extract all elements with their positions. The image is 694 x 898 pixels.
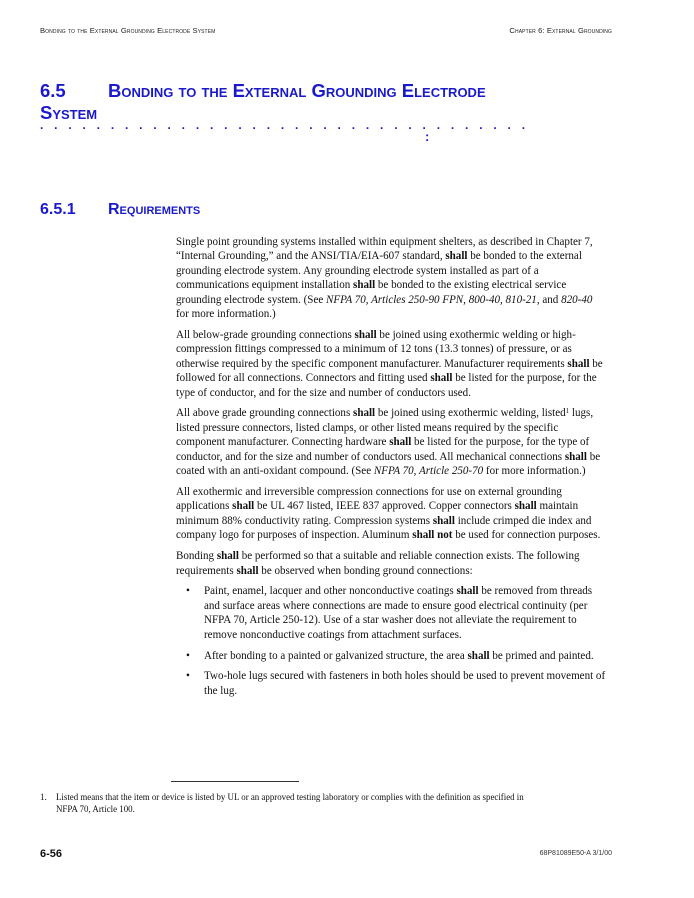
footnote-line1: Listed means that the item or device is listed by UL or an approved testing laboratory or complies with the definition as specified in — [56, 792, 524, 802]
footnote-divider — [171, 781, 299, 782]
document-id: 68P81089E50-A 3/1/00 — [539, 850, 612, 857]
running-header-chapter: Chapter 6: External Grounding — [509, 26, 612, 35]
leader-dots: . . . . . . . . . . . . . . . . . . . . . . . . . . . . . . . . . . . — [40, 118, 529, 132]
list-item: • Two-hole lugs secured with fasteners in both holes should be used to prevent movement of the lug. — [186, 670, 606, 697]
paragraph-5: Bonding shall be performed so that a suitable and reliable connection exists. The following requirements shall be observed when bonding ground connections: — [176, 550, 580, 577]
paragraph-3: All above grade grounding connections shall be joined using exothermic welding, listed$^1$ lugs, listed pressure connectors, listed clamps, or other listed means required by the specific component manufacturer. Connecting hardware shall be listed for the purpose, for the type of conductor, and for the size and number of conductors used. All mechanical connections shall be coated with an anti-oxidant compound. (See NFPA 70, Article 250-70 for more information.) — [176, 407, 601, 478]
requirements-list — [176, 584, 608, 698]
footnote-number: 1. — [40, 792, 47, 802]
page-number: 6-56 — [40, 848, 63, 860]
body-text — [176, 235, 608, 705]
leader-end: : — [425, 129, 430, 144]
subsection-heading — [40, 201, 200, 219]
bullet-icon: • — [186, 585, 190, 598]
footnote — [40, 791, 610, 815]
paragraph-1: Single point grounding systems installed within equipment shelters, as described in Chapter 7, “Internal Grounding,” and the ANSI/TIA/EIA-607 standard, shall be bonded to the external grounding electrode system. Any grounding electrode system installed as part of a communications equipment installation shall be bonded to the existing electrical service grounding electrode system. (See NFPA 70, Articles 250-90 FPN, 800-40, 810-21, and 820-40 for more information.) — [176, 236, 593, 321]
paragraph-4: All exothermic and irreversible compression connections for use on external grounding applications shall be UL 467 listed, IEEE 837 approved. Copper connectors shall maintain minimum 88% conductivity rating. Compression systems shall include crimped die index and company logo for purposes of inspection. Aluminum shall not be used for connection purposes. — [176, 486, 601, 542]
running-header-section: Bonding to the External Grounding Electrode System — [40, 26, 216, 35]
bullet-icon: • — [186, 670, 190, 683]
footnote-ref: 1 — [565, 407, 570, 416]
list-item: • Paint, enamel, lacquer and other nonconductive coatings shall be removed from threads and surface areas where connections are made to ensure good electrical continuity (per NFPA 70, Article 250-12). Use of a star washer does not alleviate the requirement to remove nonconductive coatings from attachment surfaces. — [186, 585, 593, 641]
subsection-number: 6.5.1 — [40, 201, 76, 218]
paragraph-2: All below-grade grounding connections shall be joined using exothermic welding or high-compression fittings compressed to a minimum of 12 tons (13.3 tonnes) of pressure, or as otherwise required by the specific component manufacturer. Manufacturer requirements shall be followed for all connections. Connectors and fitting used shall be listed for the purpose, for the type of conductor, and for the size and number of conductors used. — [176, 328, 603, 399]
subsection-title: Requirements — [108, 201, 201, 218]
footnote-line2: NFPA 70, Article 100. — [56, 804, 135, 814]
section-number: 6.5 — [40, 80, 66, 101]
list-item: • After bonding to a painted or galvanized structure, the area shall be primed and painted. — [186, 649, 594, 662]
bullet-icon: • — [186, 649, 190, 662]
section-title-line2: System — [40, 102, 98, 123]
section-title-line1: Bonding to the External Grounding Electrode — [108, 80, 486, 101]
